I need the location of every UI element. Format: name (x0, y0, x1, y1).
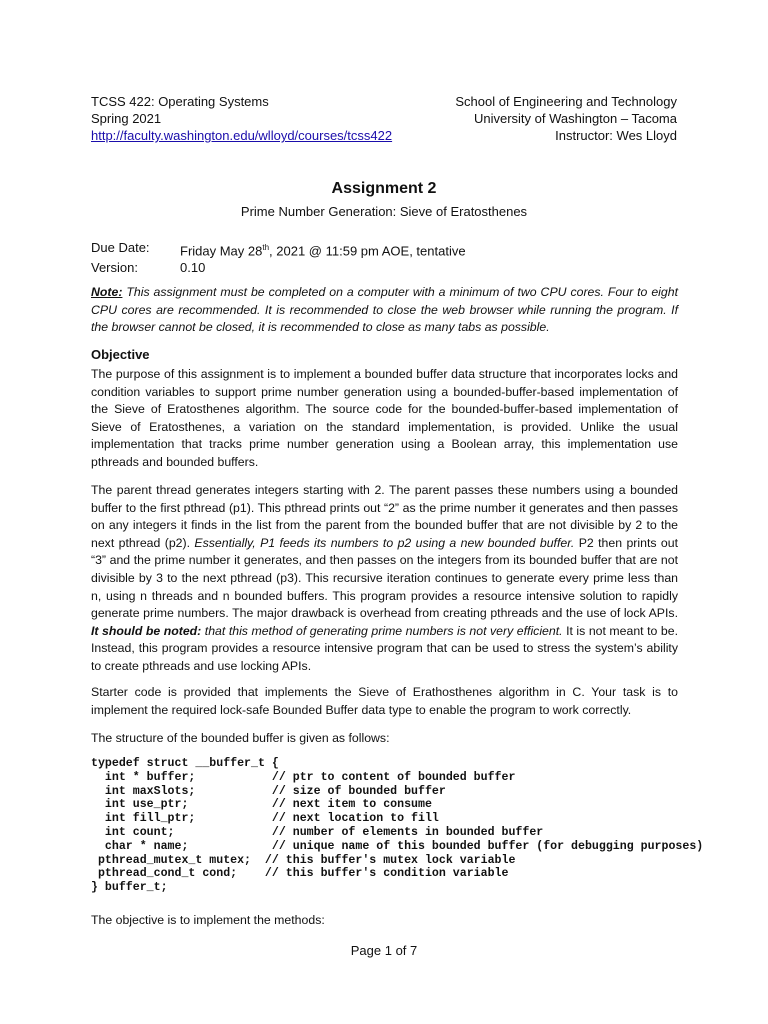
buffer-struct-code: typedef struct __buffer_t { int * buffer; // ptr to content of bounded buffer int maxSlots; // size of bounded buffer int use_ptr; // next item to consume int fill_ptr; // next location to fill int count; // number of elements in bounded buffer char * name; // unique name of this bounded buffer (for debugging purposes) pthread_mutex_t mutex; // this buffer's mutex lock variable pthread_cond_t cond; // this buffer's condition variable } buffer_t; (91, 757, 704, 895)
due-date-label: Due Date: (91, 240, 150, 255)
note-paragraph (91, 284, 678, 337)
university-name: University of Washington – Tacoma (473, 111, 677, 126)
page-number: Page 1 of 7 (350, 943, 418, 958)
due-date-value: Friday May 28th, 2021 @ 11:59 pm AOE, tentative (180, 243, 466, 259)
course-name: TCSS 422: Operating Systems (91, 94, 269, 109)
objective-heading: Objective (91, 347, 150, 362)
instructor-name: Instructor: Wes Lloyd (555, 128, 677, 143)
header-right (455, 93, 677, 144)
version-label: Version: (91, 260, 138, 276)
term: Spring 2021 (91, 111, 162, 126)
objective-paragraph-5: The objective is to implement the methods: (91, 913, 325, 927)
course-url-link[interactable]: http://faculty.washington.edu/wlloyd/courses/tcss422 (91, 128, 393, 143)
assignment-subtitle: Prime Number Generation: Sieve of Eratosthenes (240, 204, 528, 219)
objective-paragraph-2: The parent thread generates integers starting with 2. The parent passes these numbers using a bounded buffer to the first pthread (p1). This pthread prints out “2” as the prime number it generates and then passes on any integers it finds in the list from the parent from the bounded buffer that are not divisible by 2 to the next pthread (p2). Essentially, P1 feeds its numbers to p2 using a new bounded buffer. P2 then prints out “3” and the prime number it generates, and then passes on the integers from its bounded buffer that are not divisible by 3 to the next pthread (p3). This recursive iteration continues to generate every prime less than n, using n threads and n bounded buffers. This program provides a resource intensive solution to rapidly generate prime numbers. The major drawback is overhead from creating pthreads and the use of lock APIs. It should be noted: that this method of generating prime numbers is not very efficient. It is not meant to be. Instead, this program provides a resource intensive program that can be used to stress the system’s ability to create pthreads and use locking APIs. (91, 483, 679, 673)
assignment-title: Assignment 2 (331, 180, 437, 197)
version-row (91, 259, 466, 276)
note-text: This assignment must be completed on a computer with a minimum of two CPU cores. Four to eight CPU cores are recommended. It is recommended to close the web browser while running the program. If the browser cannot be closed, it is recommended to close as many tabs as possible. (91, 285, 678, 335)
due-date-row (91, 239, 466, 259)
school-name: School of Engineering and Technology (455, 94, 677, 109)
objective-paragraph-4: The structure of the bounded buffer is given as follows: (91, 731, 390, 745)
note-label: Note: (91, 285, 123, 299)
objective-paragraph-3: Starter code is provided that implements the Sieve of Erathosthenes algorithm in C. Your task is to implement the required lock-safe Bounded Buffer data type to enable the program to work correctly. (91, 685, 678, 717)
assignment-meta (91, 239, 466, 276)
header-left (91, 93, 392, 144)
objective-paragraph-1: The purpose of this assignment is to implement a bounded buffer data structure that incorporates locks and condition variables to support prime number generation using a bounded-buffer-based implementation of the Sieve of Eratosthenes algorithm. The source code for the bounded-buffer-based implementation of Sieve of Eratosthenes, a variation on the standard implementation, is provided. Unlike the usual implementation that tracks prime number generation using a Boolean array, this implementation use pthreads and bounded buffers. (91, 367, 678, 469)
version-value: 0.10 (180, 260, 206, 276)
